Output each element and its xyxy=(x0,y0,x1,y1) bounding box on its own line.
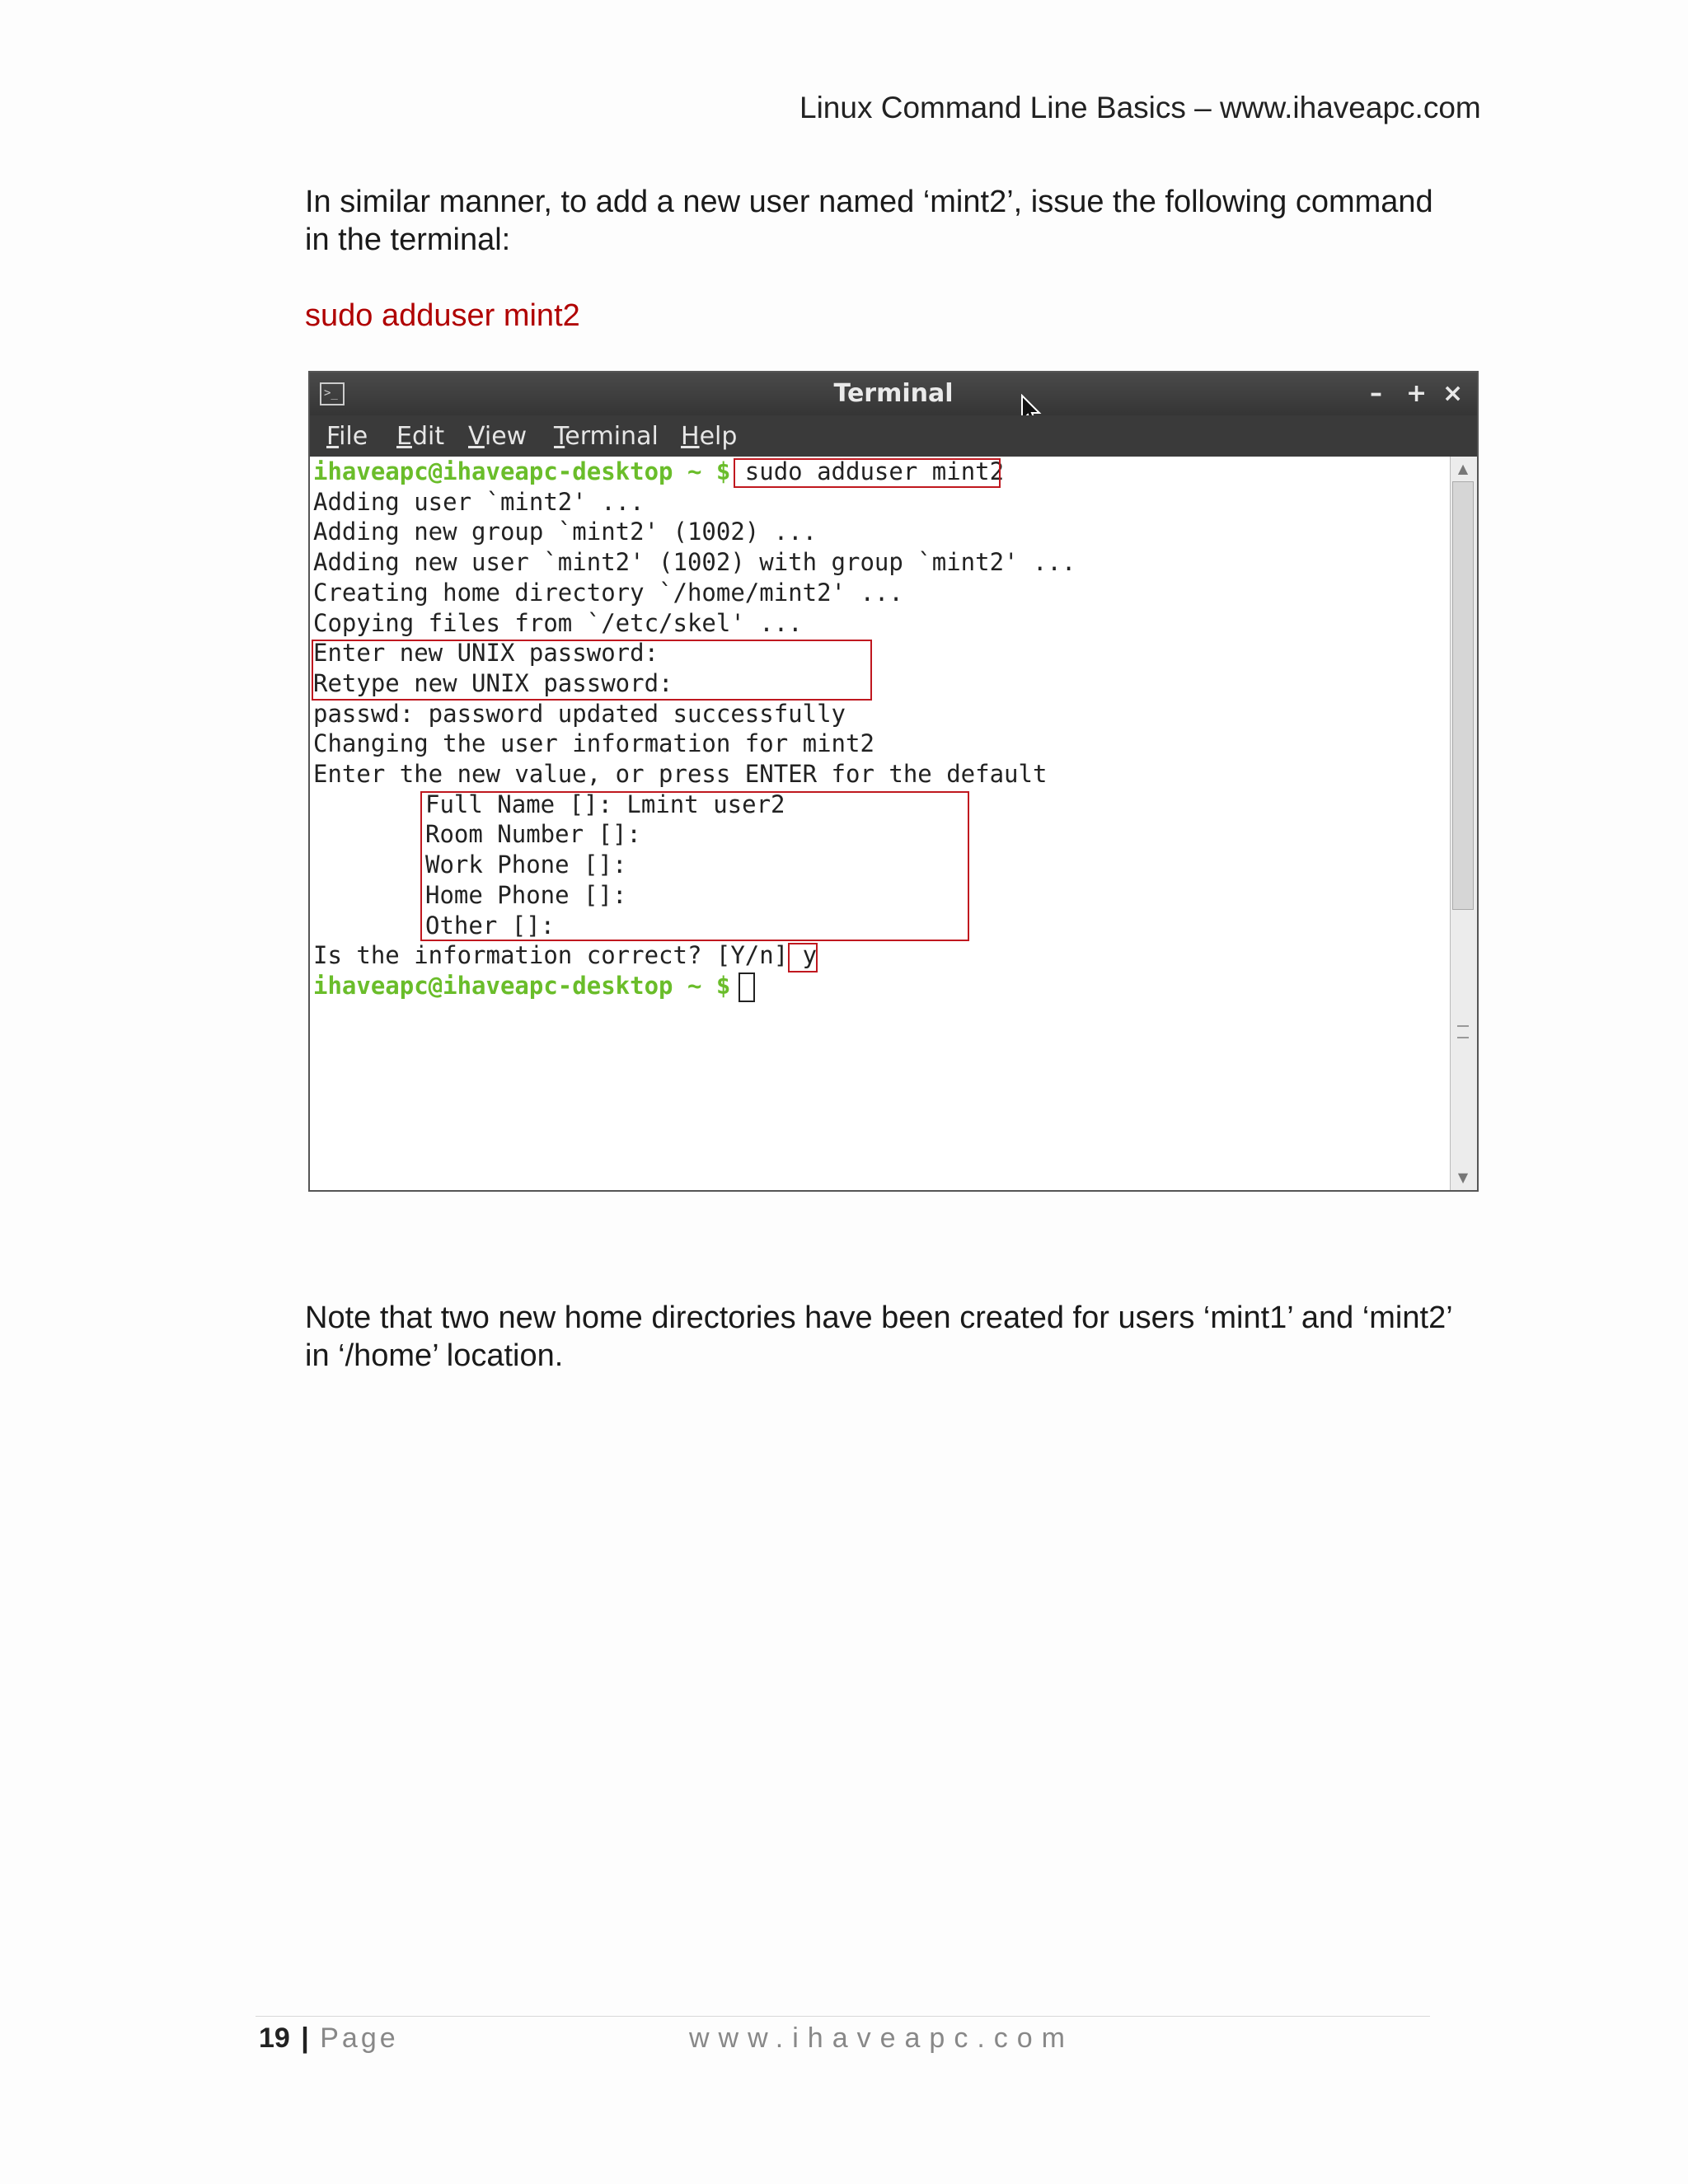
terminal-line: Adding user `mint2' ... xyxy=(313,487,645,516)
command-example: sudo adduser mint2 xyxy=(305,298,580,333)
footer-page-label xyxy=(259,2022,399,2055)
scroll-grip-icon xyxy=(1457,1025,1469,1038)
terminal-line: Full Name []: Lmint user2 xyxy=(425,790,785,818)
terminal-app-icon: >_ xyxy=(320,382,345,405)
menu-edit[interactable]: Edit xyxy=(396,422,445,451)
footer-divider xyxy=(256,2016,1430,2017)
scroll-thumb[interactable] xyxy=(1452,481,1474,910)
terminal-line: passwd: password updated successfully xyxy=(313,699,846,728)
footer-website: www.ihaveapc.com xyxy=(689,2022,1075,2054)
page-word: Page xyxy=(320,2022,399,2054)
text-cursor xyxy=(738,972,755,1002)
menu-help[interactable]: Help xyxy=(681,422,738,451)
intro-paragraph xyxy=(305,183,1475,259)
page-separator: | xyxy=(301,2022,309,2054)
terminal-output[interactable] xyxy=(310,457,1452,1190)
terminal-title: Terminal xyxy=(833,379,954,408)
menu-terminal[interactable]: Terminal xyxy=(554,422,659,451)
intro-line-1: In similar manner, to add a new user named ‘mint2’, issue the following command xyxy=(305,185,1433,219)
maximize-button[interactable]: + xyxy=(1406,379,1428,408)
terminal-line: Home Phone []: xyxy=(425,880,627,909)
terminal-prompt: ihaveapc@ihaveapc-desktop ~ $ xyxy=(313,457,731,485)
terminal-line: Adding new group `mint2' (1002) ... xyxy=(313,518,818,546)
terminal-window xyxy=(308,371,1479,1192)
terminal-menubar xyxy=(310,415,1477,457)
terminal-line: Other []: xyxy=(425,911,556,940)
highlight-userinfo-box xyxy=(420,791,969,941)
terminal-prompt: ihaveapc@ihaveapc-desktop ~ $ xyxy=(313,971,731,1000)
terminal-titlebar[interactable] xyxy=(310,373,1477,415)
note-line-2: in ‘/home’ location. xyxy=(305,1338,564,1373)
confirm-question: Is the information correct? [Y/n] xyxy=(313,941,789,970)
page-number: 19 xyxy=(259,2022,290,2054)
terminal-line: Room Number []: xyxy=(425,820,641,849)
intro-line-2: in the terminal: xyxy=(305,223,511,257)
menu-view[interactable]: View xyxy=(468,422,528,451)
note-paragraph xyxy=(305,1299,1475,1375)
confirm-answer: y xyxy=(802,941,818,970)
terminal-scrollbar[interactable] xyxy=(1450,457,1477,1190)
terminal-line: Changing the user information for mint2 xyxy=(313,729,874,758)
highlight-answer-box xyxy=(788,943,818,972)
highlight-password-box xyxy=(312,640,872,701)
terminal-line: Creating home directory `/home/mint2' ... xyxy=(313,578,903,607)
scroll-up-arrow-icon[interactable]: ▲ xyxy=(1457,461,1469,476)
menu-file[interactable]: File xyxy=(326,422,368,451)
terminal-line: Enter the new value, or press ENTER for the default xyxy=(313,760,1048,788)
page-header-title: Linux Command Line Basics – www.ihaveapc.com xyxy=(799,91,1481,124)
terminal-line: Copying files from `/etc/skel' ... xyxy=(313,608,803,637)
note-line-1: Note that two new home directories have been created for users ‘mint1’ and ‘mint2’ xyxy=(305,1301,1453,1335)
terminal-command-text: sudo adduser mint2 xyxy=(744,457,1005,485)
scroll-down-arrow-icon[interactable]: ▼ xyxy=(1457,1169,1469,1185)
terminal-line: Enter new UNIX password: xyxy=(313,639,659,668)
terminal-line: Retype new UNIX password: xyxy=(313,668,673,697)
terminal-line-prompt xyxy=(313,971,730,1001)
terminal-line: Work Phone []: xyxy=(425,851,627,879)
minimize-button[interactable]: – xyxy=(1370,379,1382,408)
terminal-line-confirm xyxy=(313,940,817,971)
highlight-command-box xyxy=(734,458,1001,488)
terminal-line: Adding new user `mint2' (1002) with group `mint2' ... xyxy=(313,548,1076,577)
close-button[interactable]: × xyxy=(1442,379,1464,408)
